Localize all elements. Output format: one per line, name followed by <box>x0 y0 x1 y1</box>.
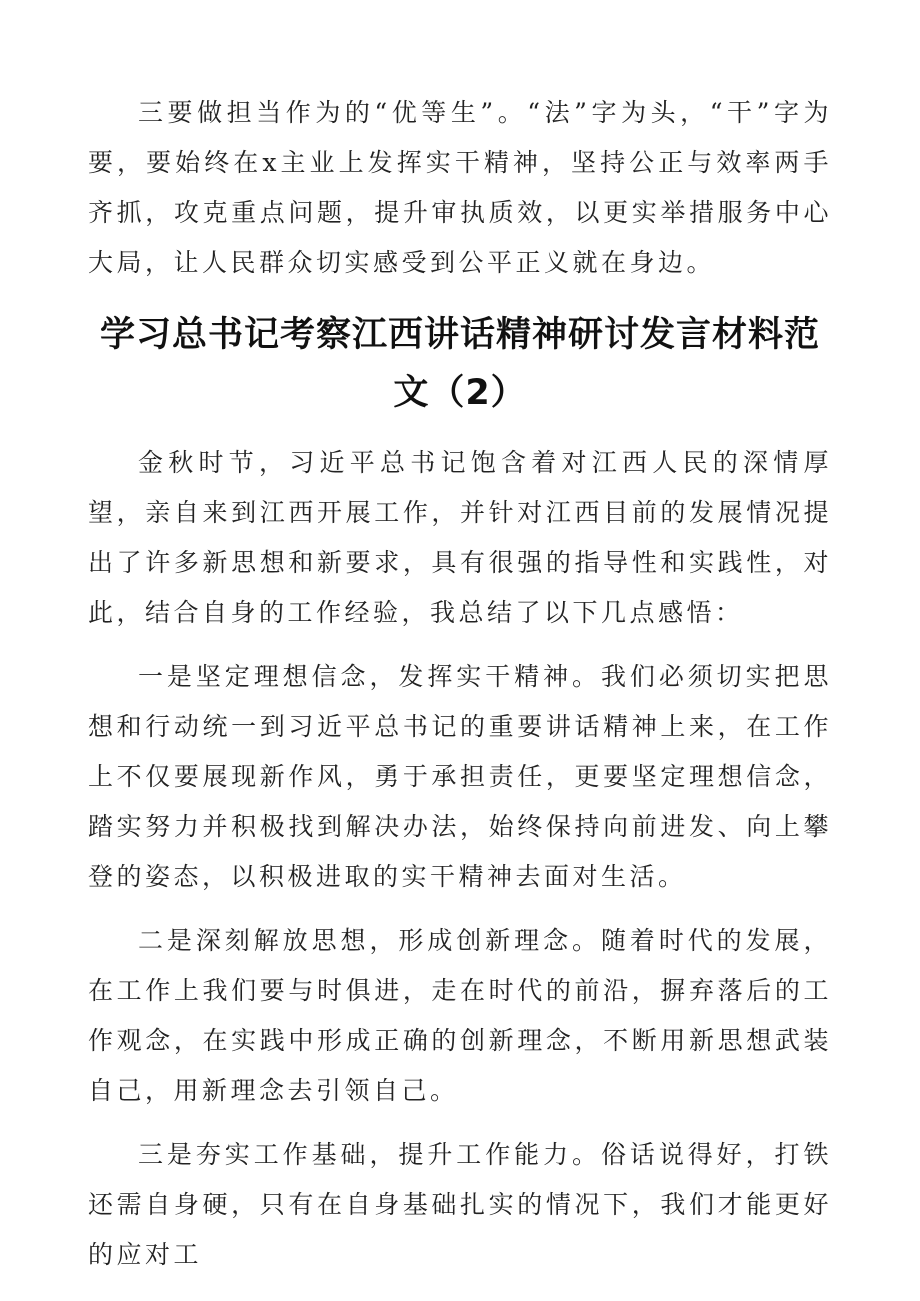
intro-paragraph: 三要做担当作为的“优等生”。“法”字为头，“干”字为要，要始终在x主业上发挥实干精神，坚持公正与效率两手齐抓，攻克重点问题，提升审执质效，以更实举措服务中心大局，让人民群众切实感受到公平正义就在身边。 <box>88 98 832 277</box>
document-title: 学习总书记考察江西讲话精神研讨发言材料范文（2） <box>99 315 820 413</box>
body-paragraph-1: 金秋时节，习近平总书记饱含着对江西人民的深情厚望，亲自来到江西开展工作，并针对江西目前的发展情况提出了许多新思想和新要求，具有很强的指导性和实践性，对此，结合自身的工作经验，我总结了以下几点感悟： <box>88 448 832 627</box>
body-paragraph-4: 三是夯实工作基础，提升工作能力。俗话说得好，打铁还需自身硬，只有在自身基础扎实的情况下，我们才能更好的应对工 <box>88 1140 832 1269</box>
body-paragraph-2: 一是坚定理想信念，发挥实干精神。我们必须切实把思想和行动统一到习近平总书记的重要讲话精神上来，在工作上不仅要展现新作风，勇于承担责任，更要坚定理想信念，踏实努力并积极找到解决办法，始终保持向前进发、向上攀登的姿态，以积极进取的实干精神去面对生活。 <box>88 662 832 891</box>
document-page <box>88 88 832 1280</box>
body-paragraph-3: 二是深刻解放思想，形成创新理念。随着时代的发展，在工作上我们要与时俱进，走在时代的前沿，摒弃落后的工作观念，在实践中形成正确的创新理念，不断用新思想武装自己，用新理念去引领自己。 <box>88 926 832 1105</box>
